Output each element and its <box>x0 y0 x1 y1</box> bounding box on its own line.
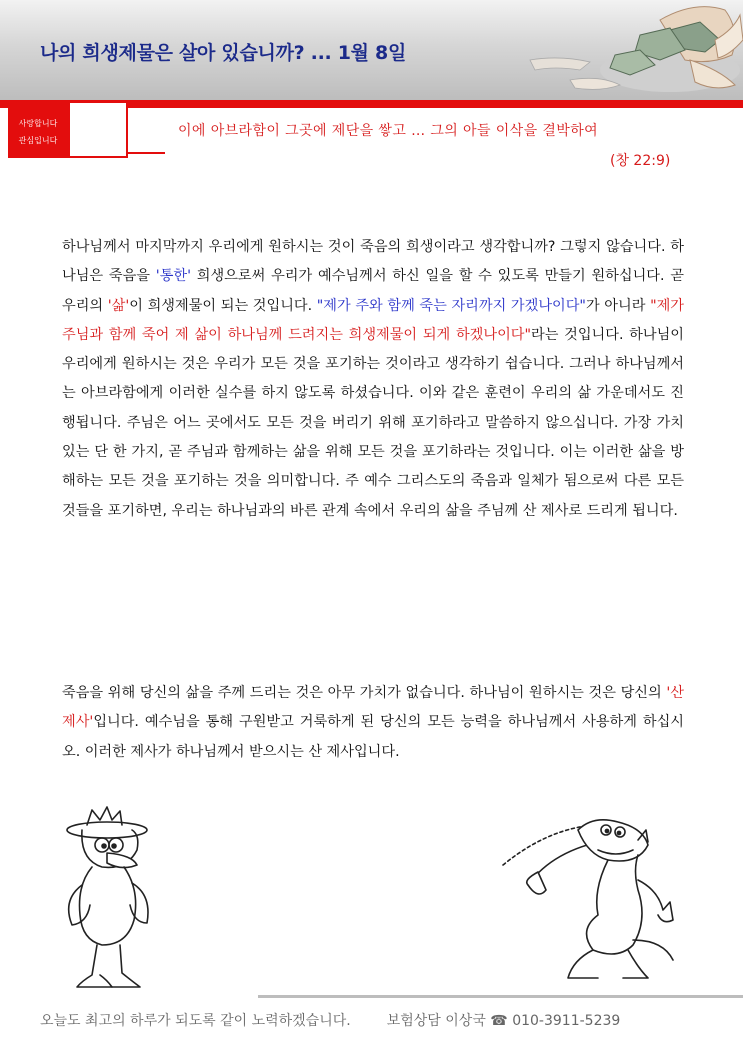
p1-text-2: 희생으로써 우리가 예수님께서 하신 일을 할 수 있도록 만들기 원하십니다. 곧 우리의 <box>62 268 684 314</box>
tag-line-1: 사랑합니다 <box>18 119 58 128</box>
telephone-icon: ☎ <box>490 1013 508 1029</box>
footer-slogan: 오늘도 최고의 하루가 되도록 같이 노력하겠습니다. <box>40 1013 351 1029</box>
tag-rule <box>128 152 165 154</box>
tag-line-2: 관심입니다 <box>18 136 58 145</box>
tag-blank-box <box>68 101 128 158</box>
dragon-cartoon-icon <box>498 810 680 985</box>
p2-emphasis-living-sacrifice: '산 제사' <box>62 685 684 731</box>
header-banner <box>0 0 743 100</box>
footer-divider <box>258 995 743 998</box>
scripture-verse: 이에 아브라함이 그곳에 제단을 쌓고 … 그의 아들 이삭을 결박하여 <box>178 123 599 139</box>
p2-text-2: 입니다. 예수님을 통해 구원받고 거룩하게 된 당신의 모든 능력을 하나님께서 사용하게 하십시오. 이러한 제사가 하나님께서 받으시는 산 제사입니다. <box>62 714 684 760</box>
eggshell-money-illustration <box>520 0 743 100</box>
scripture-reference: (창 22:9) <box>610 153 671 169</box>
tag-box <box>8 101 68 158</box>
footer-phone: 010-3911-5239 <box>512 1013 621 1029</box>
body-paragraph-2 <box>62 679 684 767</box>
page-title: 나의 희생제물은 살아 있습니까? ... 1월 8일 <box>40 42 407 64</box>
p1-emphasis-through: '통한' <box>155 268 192 285</box>
footer-agent: 보험상담 이상국 <box>386 1013 486 1029</box>
p1-text-5: 라는 것입니다. 하나님이 우리에게 원하시는 것은 우리가 모든 것을 포기하는 것이라고 생각하기 쉽습니다. 그러나 하나님께서는 아브라함에게 이러한 실수를 하지 않도록 하셨습니다. 이와 같은 훈련이 우리의 삶 가운데서도 진행됩니다. 주님은 어느 곳에서도 모든 것을 버리기 위해 포기하라고 말씀하지 않으십니다. 가장 가치 있는 단 한 가지, 곧 주님과 함께하는 삶을 위해 모든 것을 포기하라는 것입니다. 이는 이러한 삶을 방해하는 모든 것을 포기하는 것을 의미합니다. 주 예수 그리스도의 죽음과 일체가 됨으로써 다른 모든 것들을 포기하면, 우리는 하나님과의 바른 관계 속에서 우리의 삶을 주님께 산 제사로 드리게 됩니다. <box>62 326 684 519</box>
p1-emphasis-life: '삶' <box>107 297 130 314</box>
p1-quote-blue: "제가 주와 함께 죽는 자리까지 가겠나이다" <box>316 297 586 314</box>
p1-text-4: 가 아니라 <box>585 297 651 314</box>
p1-text-1: 하나님께서 마지막까지 우리에게 원하시는 것이 죽음의 희생이라고 생각합니까? 그렇지 않습니다. 하나님은 죽음을 <box>62 239 684 285</box>
crow-cartoon-icon <box>52 805 170 990</box>
p1-quote-red: "제가 주님과 함께 죽어 제 삶이 하나님께 드려지는 희생제물이 되게 하겠나이다" <box>62 297 684 343</box>
p2-text-1: 죽음을 위해 당신의 삶을 주께 드리는 것은 아무 가치가 없습니다. 하나님이 원하시는 것은 당신의 <box>62 685 667 701</box>
p1-text-3: 이 희생제물이 되는 것입니다. <box>129 297 317 314</box>
footer <box>40 1010 620 1030</box>
body-paragraph-1 <box>62 233 684 526</box>
